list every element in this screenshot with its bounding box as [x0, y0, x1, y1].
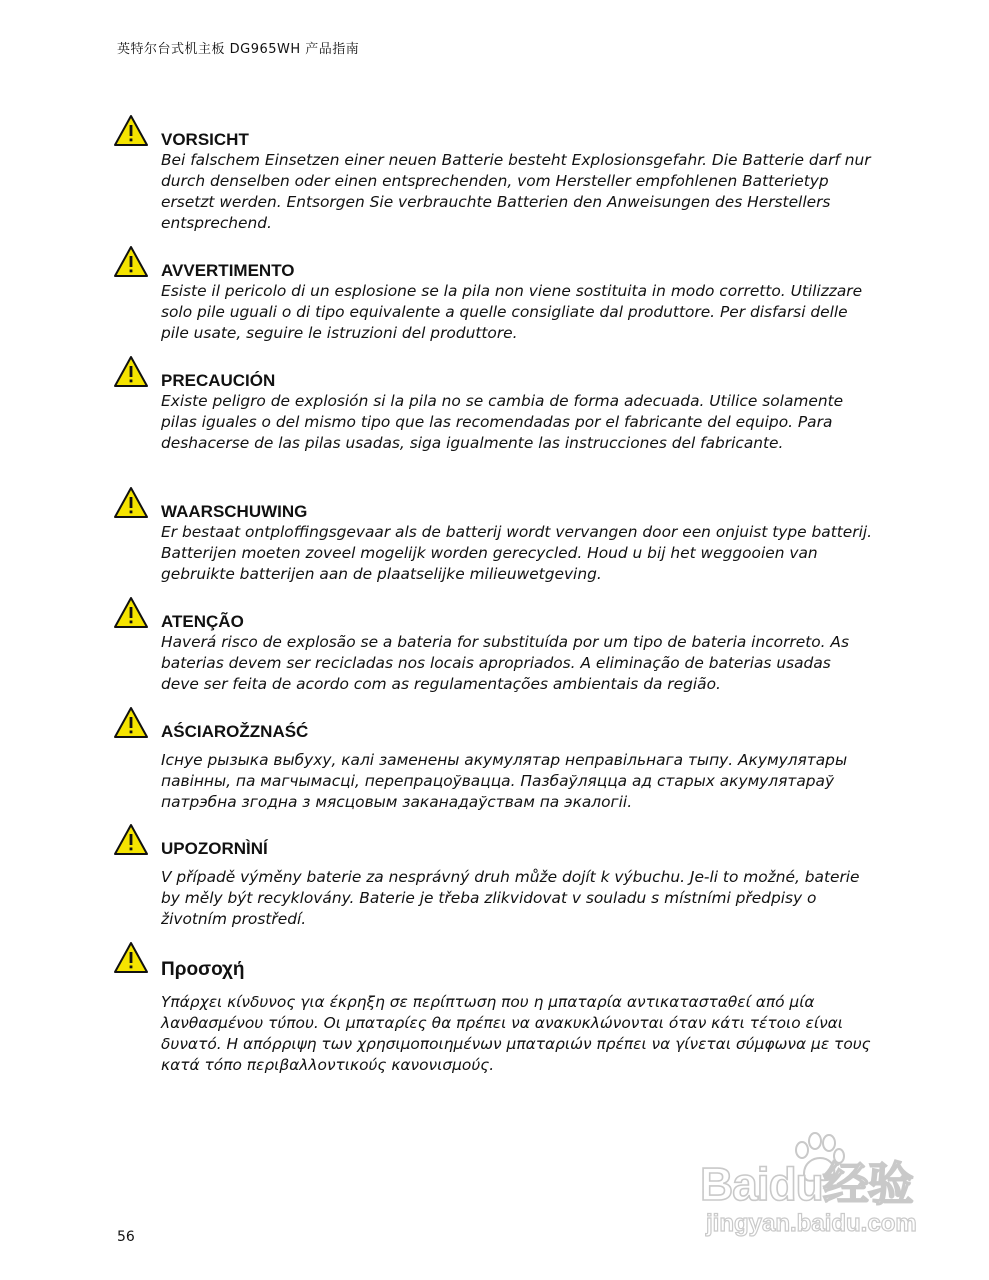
watermark-logo: Baidu经验	[700, 1158, 913, 1210]
warning-body: Bei falschem Einsetzen einer neuen Batterie besteht Explosionsgefahr. Die Batterie darf nur durch denselben oder einen entsprechenden, vom Hersteller empfohlenen Batterietyp ersetzt werden. Entsorgen Sie verbrauchte Batterien den Anweisungen des Herstellers entsprechend.	[161, 151, 871, 232]
warning-body: Er bestaat ontploffingsgevaar als de batterij wordt vervangen door een onjuist type batterij. Batterijen moeten zoveel mogelijk worden gerecycled. Houd u bij het weggooien van gebruikte batterijen aan de plaatselijke milieuwetgeving.	[161, 523, 873, 583]
warning-title: UPOZORNÌNÍ	[161, 839, 268, 858]
warning-triangle-icon	[113, 596, 149, 629]
warning-body: V případě výměny baterie za nesprávný druh může dojít k výbuchu. Je-li to možné, baterie by měly být recyklovány. Baterie je třeba zlikvidovat v souladu s místními předpisy o životním prostředí.	[161, 868, 860, 928]
warning-title: WAARSCHUWING	[161, 502, 308, 521]
warning-triangle-icon	[113, 486, 149, 519]
warning-item	[113, 355, 873, 486]
warning-triangle-icon	[113, 823, 149, 856]
warning-title: VORSICHT	[161, 130, 249, 149]
warning-body: Haverá risco de explosão se a bateria for substituída por um tipo de bateria incorreto. As baterias devem ser recicladas nos locais apropriados. A eliminação de baterias usadas deve ser feita de acordo com as regulamentações ambientais da região.	[161, 633, 849, 693]
warning-item	[113, 941, 873, 1081]
warning-item	[113, 486, 873, 596]
warning-body: Існуе рызыка выбуху, калі заменены акумулятар неправільнага тыпу. Акумулятары павінны, па магчымасці, перепрацоўвацца. Пазбаўляцца ад старых акумулятараў патрэбна згодна з мясцовым заканадаўствам па экалогіі.	[161, 751, 848, 811]
warning-triangle-icon	[113, 355, 149, 388]
warnings-list	[113, 114, 873, 1081]
warning-item	[113, 245, 873, 355]
warning-body: Existe peligro de explosión si la pila no se cambia de forma adecuada. Utilice solamente pilas iguales o del mismo tipo que las recomendadas por el fabricante del equipo. Para deshacerse de las pilas usadas, siga igualmente las instrucciones del fabricante.	[161, 392, 844, 452]
warning-title: AŚCIAROŽZNAŚĆ	[161, 722, 309, 741]
warning-item	[113, 596, 873, 706]
warning-triangle-icon	[113, 245, 149, 278]
warning-body: Esiste il pericolo di un esplosione se la pila non viene sostituita in modo corretto. Utilizzare solo pile uguali o di tipo equivalente a quelle consigliate dal produttore. Per disfarsi delle pile usate, seguire le istruzioni del produttore.	[161, 282, 863, 342]
warning-title: ATENÇÃO	[161, 612, 244, 631]
warning-title: Προσοχή	[161, 959, 245, 980]
page-header: 英特尔台式机主板 DG965WH 产品指南	[117, 42, 360, 57]
warning-title: PRECAUCIÓN	[161, 371, 276, 390]
warning-title: AVVERTIMENTO	[161, 261, 295, 280]
warning-item	[113, 114, 873, 245]
warning-item	[113, 706, 873, 823]
warning-body: Υπάρχει κίνδυνος για έκρηξη σε περίπτωση που η μπαταρία αντικατασταθεί από μία λανθασμένου τύπου. Οι μπαταρίες θα πρέπει να ανακυκλώνονται όταν κάτι τέτοιο είναι δυνατό. Η απόρριψη των χρησιμοποιημένων μπαταριών πρέπει να γίνεται σύμφωνα με τους κατά τόπο περιβαλλοντικούς κανονισμούς.	[161, 993, 871, 1074]
page-number: 56	[117, 1229, 135, 1245]
warning-triangle-icon	[113, 941, 149, 974]
baidu-jingyan-watermark	[700, 1130, 935, 1245]
warning-triangle-icon	[113, 114, 149, 147]
warning-triangle-icon	[113, 706, 149, 739]
warning-item	[113, 823, 873, 941]
watermark-url: jingyan.baidu.com	[706, 1210, 917, 1237]
